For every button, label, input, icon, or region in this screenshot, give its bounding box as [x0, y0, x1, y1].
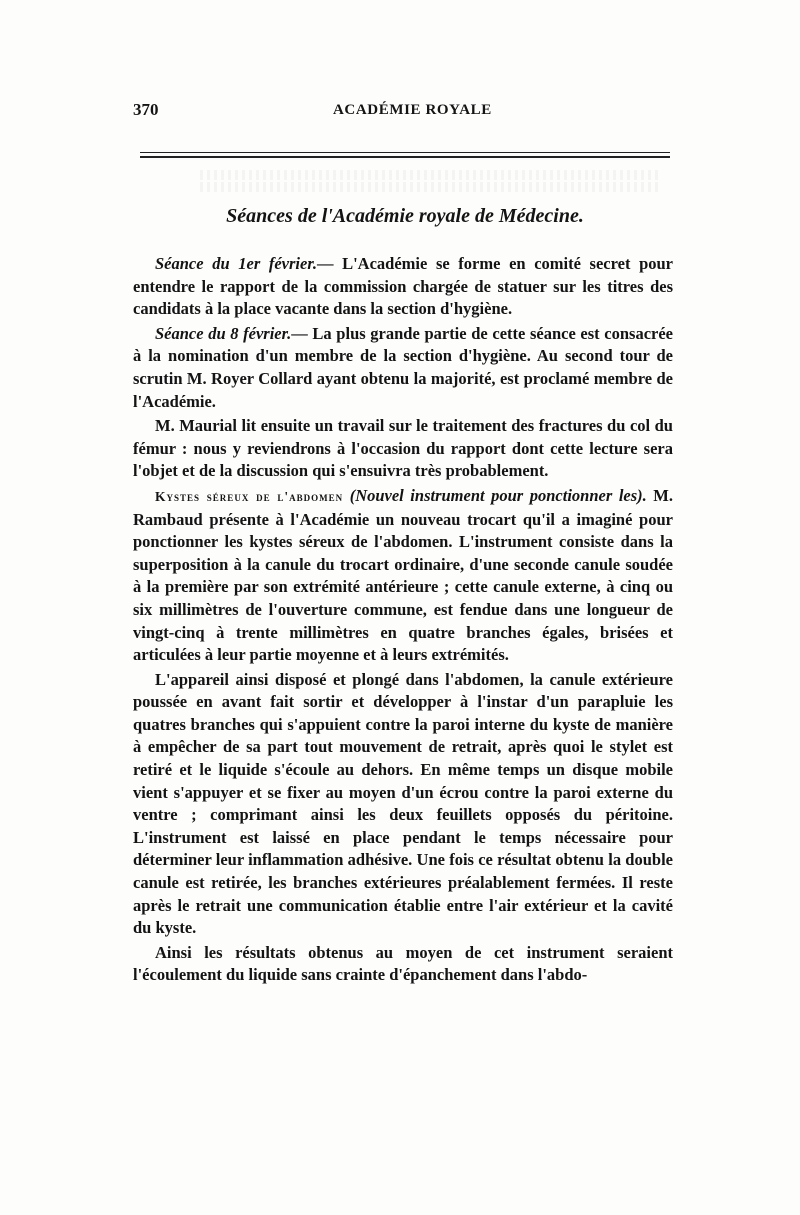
- paragraph-lead: Séance du 8 février.: [155, 323, 292, 343]
- header-rule-thick: [140, 156, 670, 158]
- paragraph: [133, 669, 673, 940]
- running-head: ACADÉMIE ROYALE: [333, 102, 492, 118]
- paragraph-lead: Kystes séreux de l'abdomen: [155, 488, 344, 504]
- page-header: [133, 100, 673, 130]
- header-rule-thin: [140, 152, 670, 153]
- section-title: Séances de l'Académie royale de Médecine.: [226, 205, 584, 227]
- show-through-texture: [200, 170, 660, 180]
- page-number: 370: [133, 100, 159, 119]
- paragraph-text: L'appareil ainsi disposé et plongé dans l'abdomen, la canule extérieure poussée en avant fait sortir et développer à l'instar d'un parapluie les quatres branches qui s'appuient contre la paroi interne du kyste de manière à empêcher de sa part tout mouvement de retrait, après quoi le stylet est retiré et le liquide s'écoule au dehors. En même temps un disque mobile vient s'appuyer et se fixer au moyen d'un écrou contre la paroi externe du ventre ; comprimant ainsi les deux feuillets opposés du péritoine. L'instrument est laissé en place pendant le temps nécessaire pour déterminer leur inflammation adhésive. Une fois ce résultat obtenu la double canule est retirée, les branches extérieures préalablement fermées. Il reste après le retrait une communication établie entre l'air extérieur et la cavité du kyste.: [133, 669, 673, 938]
- body-text: [133, 253, 673, 989]
- paragraph-italic: (Nouvel instrument pour ponctionner les).: [349, 485, 647, 505]
- paragraph-text: M. Maurial lit ensuite un travail sur le traitement des fractures du col du fémur : nous y reviendrons à l'occasion du rapport dont cette lecture sera l'objet et de la discussion qui s'ensuivra très probablement.: [133, 416, 673, 481]
- paragraph-lead: Séance du 1er février.: [155, 254, 317, 273]
- paragraph: [133, 485, 673, 667]
- paragraph-text: — La plus grande partie de cette séance est consacrée à la nomination d'un membre de la section d'hygiène. Au second tour de scrutin M. Royer Collard ayant obtenu la majorité, est proclamé membre de l'Académie.: [133, 323, 674, 411]
- paragraph: [133, 942, 673, 987]
- paragraph: [133, 253, 673, 321]
- paragraph-text: M. Rambaud présente à l'Académie un nouveau trocart qu'il a imaginé pour ponctionner les kystes séreux de l'abdomen. L'instrument consiste dans la superposition à la canule du trocart ordinaire, d'une seconde canule soudée à la première par son extrémité antérieure ; cette canule externe, à cinq ou six millimètres de l'ouverture commune, est fendue dans une longueur de vingt-cinq à trente millimètres en quatre branches égales, brisées et articulées à leur partie moyenne et à leurs extrémités.: [133, 485, 674, 665]
- paragraph: [133, 323, 673, 413]
- paragraph-text: Ainsi les résultats obtenus au moyen de cet instrument seraient l'écoulement du liquide sans crainte d'épanchement dans l'abdo-: [133, 942, 673, 985]
- paragraph-text: — L'Académie se forme en comité secret pour entendre le rapport de la commission chargée de statuer sur les titres des candidats à la place vacante dans la section d'hygiène.: [133, 254, 673, 319]
- paragraph: [133, 415, 673, 483]
- show-through-texture: [200, 182, 660, 192]
